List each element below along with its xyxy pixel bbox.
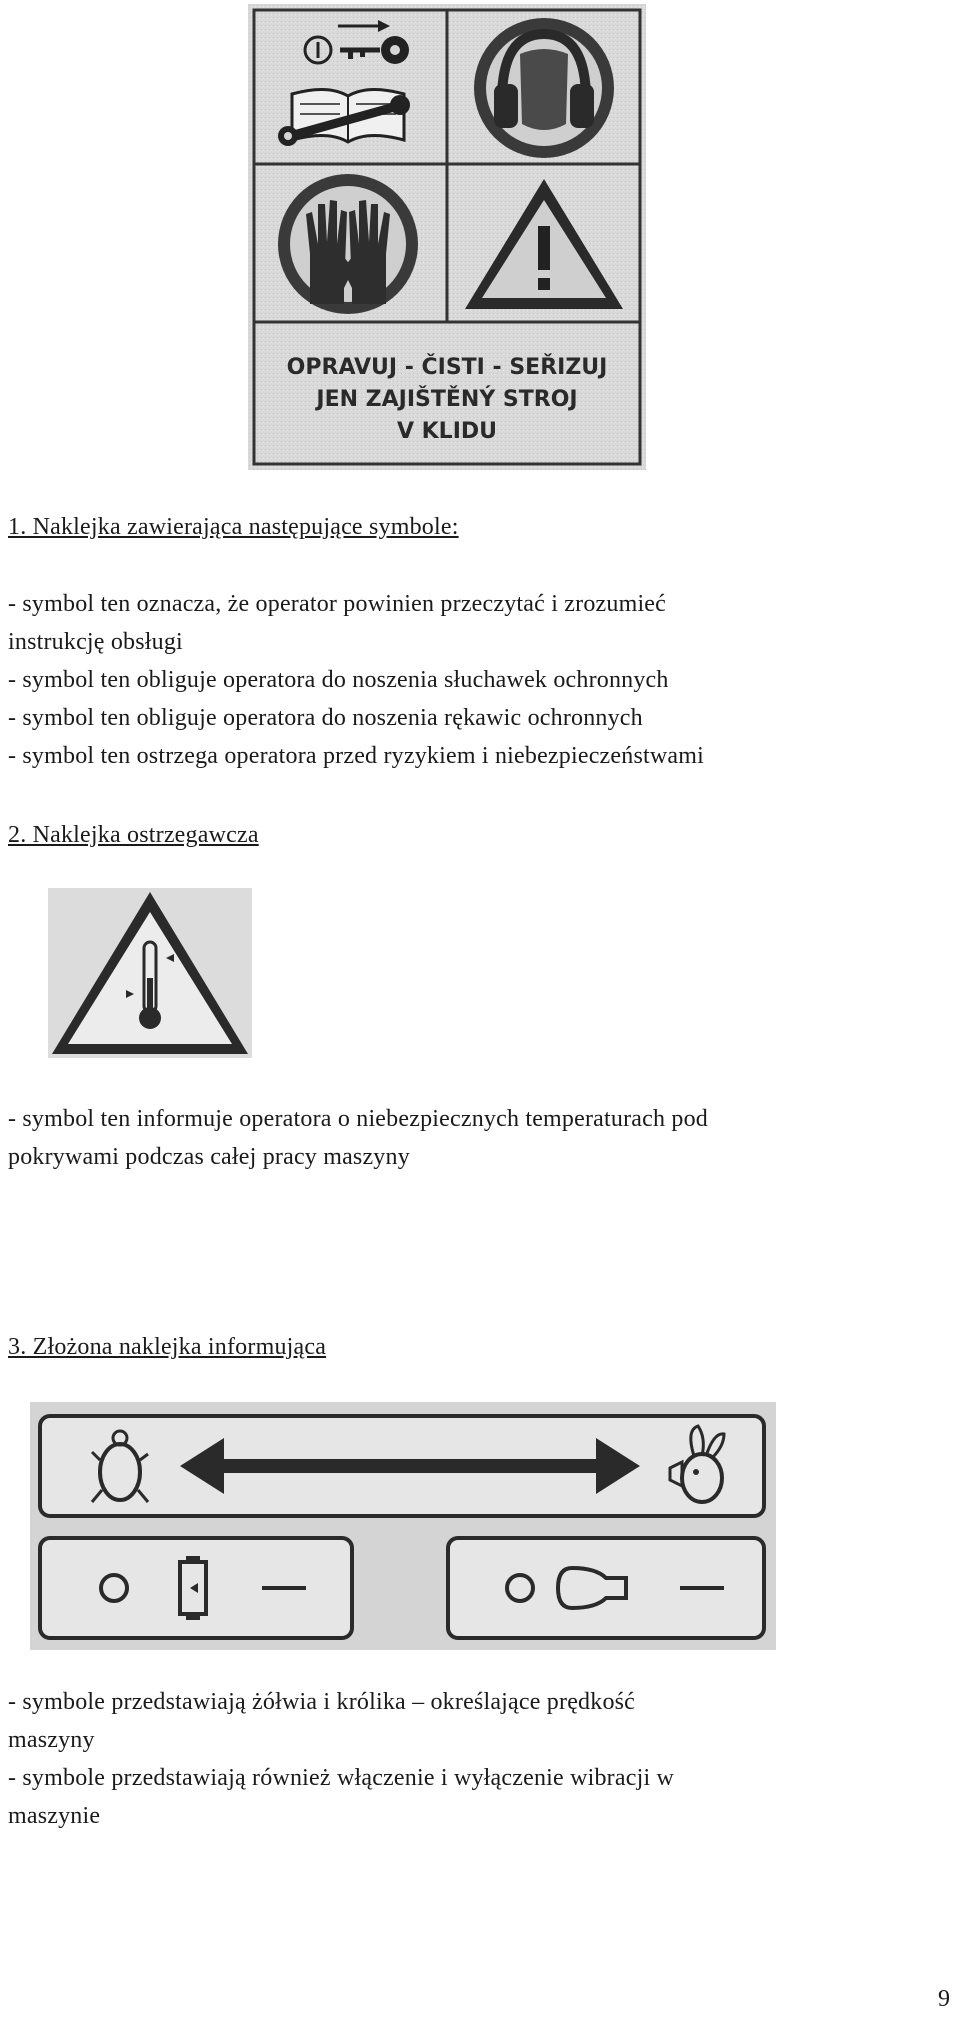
section-3-description xyxy=(8,1683,674,1835)
sticker-label-line-2: JEN ZAJIŠTĚNÝ STROJ xyxy=(316,387,578,412)
section-3-heading: 3. Złożona naklejka informująca xyxy=(8,1334,327,1360)
section-1-line-4: - symbol ten obliguje operatora do noszenia rękawic ochronnych xyxy=(8,705,643,731)
section-2-line-1: - symbol ten informuje operatora o niebezpiecznych temperaturach pod xyxy=(8,1106,708,1132)
section-2-description xyxy=(8,1100,708,1176)
section-3-line-4: maszynie xyxy=(8,1803,101,1829)
section-1-line-2: instrukcję obsługi xyxy=(8,629,183,655)
section-3-line-1: - symbole przedstawiają żółwia i królika – określające prędkość xyxy=(8,1689,636,1715)
hot-surface-sticker-image xyxy=(48,888,252,1058)
section-2-heading: 2. Naklejka ostrzegawcza xyxy=(8,822,259,848)
hot-surface-graphic xyxy=(48,888,252,1058)
safety-sticker-image xyxy=(248,4,646,470)
ear-protection-icon xyxy=(474,18,614,158)
speed-vibration-graphic xyxy=(30,1402,776,1650)
sticker-label-line-1: OPRAVUJ - ČISTI - SEŘIZUJ xyxy=(286,355,608,380)
manual-wrench-icon xyxy=(278,89,410,146)
gloves-icon xyxy=(278,174,418,314)
safety-sticker-graphic xyxy=(248,4,646,470)
section-3-line-3: - symbole przedstawiają również włączenie i wyłączenie wibracji w xyxy=(8,1765,675,1791)
section-1-line-3: - symbol ten obliguje operatora do noszenia słuchawek ochronnych xyxy=(8,667,669,693)
section-1-line-5: - symbol ten ostrzega operatora przed ryzykiem i niebezpieczeństwami xyxy=(8,743,704,769)
speed-vibration-sticker-image xyxy=(30,1402,776,1650)
section-2-line-2: pokrywami podczas całej pracy maszyny xyxy=(8,1144,410,1170)
section-1-line-1: - symbol ten oznacza, że operator powinien przeczytać i zrozumieć xyxy=(8,591,667,617)
sticker-label-line-3: V KLIDU xyxy=(396,419,498,444)
section-3-line-2: maszyny xyxy=(8,1727,95,1753)
section-1-heading: 1. Naklejka zawierająca następujące symbole: xyxy=(8,514,459,540)
section-1-description xyxy=(8,585,704,775)
page-number: 9 xyxy=(938,1986,950,2012)
